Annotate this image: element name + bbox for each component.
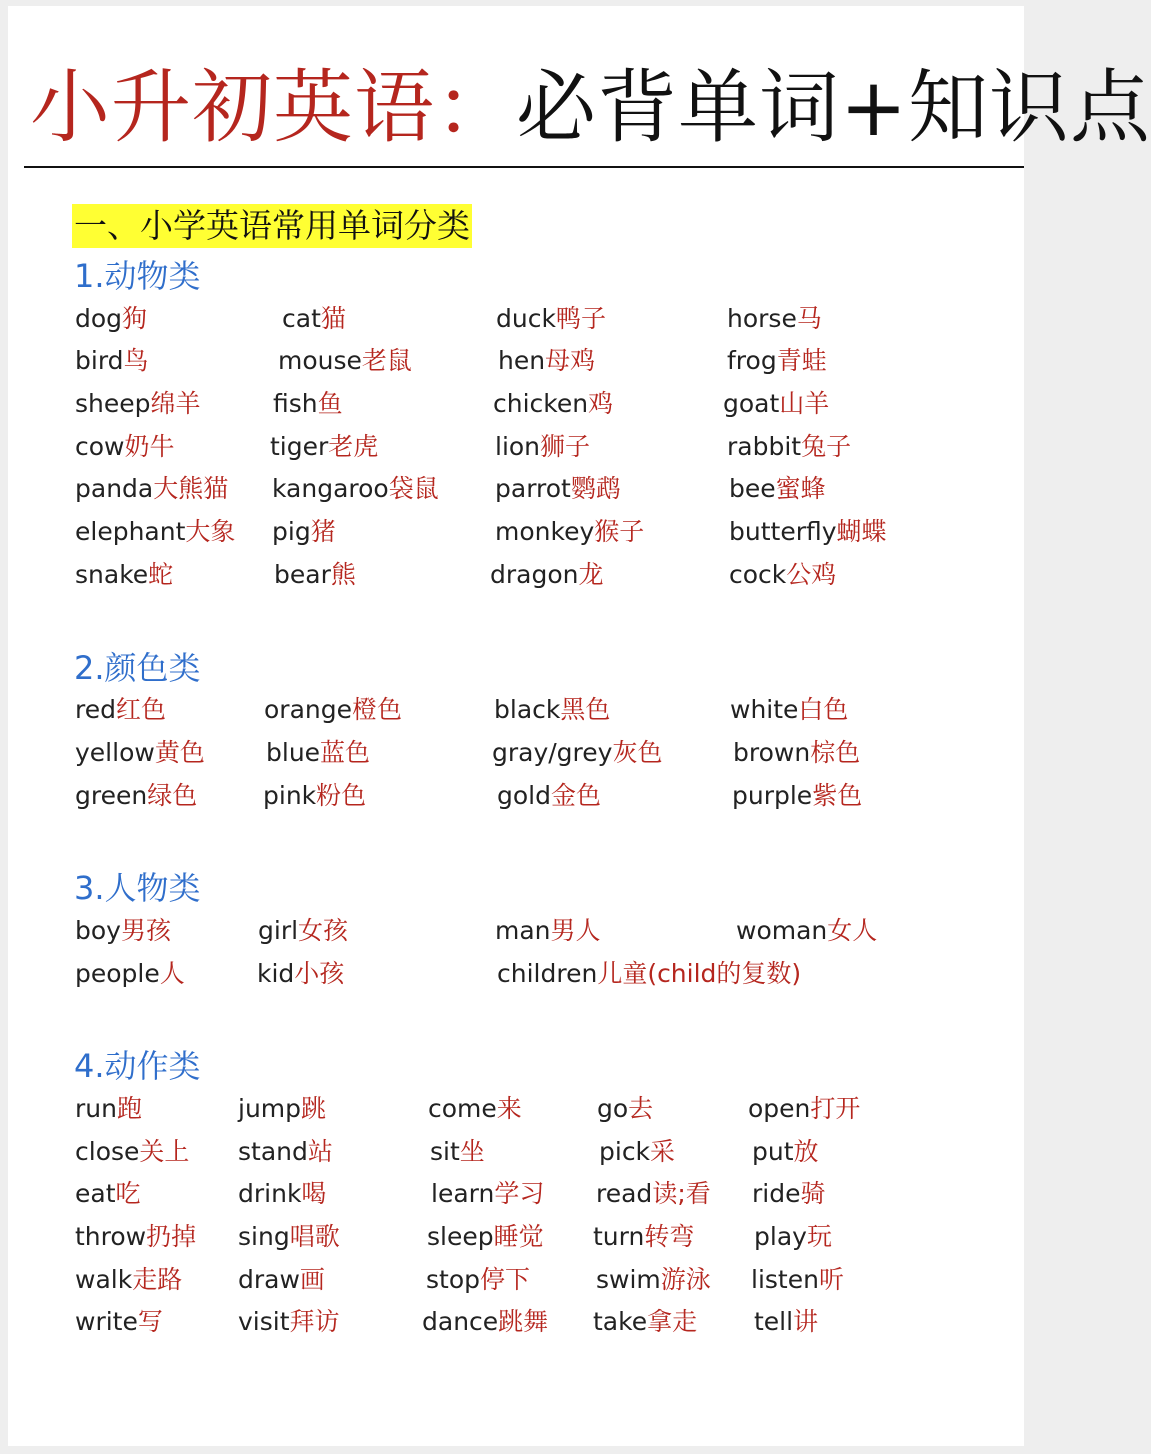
- vocab-english: sleep: [427, 1222, 494, 1251]
- vocab-chinese: 拜访: [289, 1307, 340, 1336]
- vocab-english: people: [75, 959, 160, 988]
- vocab-english: bee: [729, 474, 776, 503]
- vocab-item: [599, 1135, 675, 1169]
- vocab-item: [754, 1220, 832, 1254]
- vocab-chinese: 放: [793, 1137, 819, 1166]
- vocab-english: gray/grey: [492, 738, 613, 767]
- vocab-item: [736, 914, 877, 948]
- vocab-english: cat: [282, 304, 321, 333]
- vocab-chinese: 男人: [550, 916, 601, 945]
- vocab-chinese: 金色: [550, 781, 601, 810]
- vocab-item: [752, 1135, 819, 1169]
- vocab-english: green: [75, 781, 148, 810]
- vocab-item: [257, 957, 344, 991]
- vocab-chinese: 鸡: [588, 389, 614, 418]
- vocab-item: [238, 1220, 340, 1254]
- vocab-english: boy: [75, 916, 121, 945]
- vocab-chinese: 跑: [116, 1094, 142, 1123]
- vocab-item: [593, 1220, 694, 1254]
- vocab-item: [593, 1305, 697, 1339]
- vocab-item: [729, 558, 836, 592]
- vocab-english: dragon: [490, 560, 579, 589]
- vocab-item: [272, 515, 336, 549]
- vocab-item: [596, 1177, 711, 1211]
- vocab-english: close: [75, 1137, 140, 1166]
- vocab-item: [426, 1263, 530, 1297]
- vocab-item: [258, 914, 348, 948]
- vocab-english: come: [428, 1094, 497, 1123]
- vocab-english: blue: [266, 738, 321, 767]
- vocab-item: [493, 387, 613, 421]
- vocab-item: [75, 957, 185, 991]
- vocab-item: [733, 736, 860, 770]
- vocab-english: open: [748, 1094, 811, 1123]
- vocab-english: man: [495, 916, 551, 945]
- vocab-chinese: 鹦鹉: [570, 474, 621, 503]
- vocab-item: [428, 1092, 522, 1126]
- vocab-english: bird: [75, 346, 124, 375]
- vocab-english: kangaroo: [272, 474, 389, 503]
- vocab-item: [729, 472, 826, 506]
- vocab-item: [75, 1220, 196, 1254]
- vocab-chinese: 蜜蜂: [775, 474, 826, 503]
- vocab-item: [75, 1263, 182, 1297]
- vocab-english: learn: [431, 1179, 495, 1208]
- category-title-people: 3.人物类: [74, 869, 201, 907]
- vocab-item: [490, 558, 604, 592]
- vocab-chinese: 紫色: [812, 781, 863, 810]
- vocab-item: [430, 1135, 485, 1169]
- title-main: 必背单词+知识点: [516, 61, 1151, 154]
- vocab-item: [272, 472, 439, 506]
- vocab-item: [751, 1263, 844, 1297]
- vocab-item: [596, 1263, 711, 1297]
- vocab-english: frog: [727, 346, 777, 375]
- vocab-chinese: 听: [818, 1265, 844, 1294]
- vocab-english: sit: [430, 1137, 460, 1166]
- vocab-item: [75, 693, 166, 727]
- vocab-chinese: 熊: [330, 560, 356, 589]
- vocab-english: run: [75, 1094, 117, 1123]
- vocab-chinese: 儿童(child的复数): [597, 959, 802, 988]
- vocab-english: walk: [75, 1265, 133, 1294]
- vocab-item: [75, 515, 235, 549]
- vocab-chinese: 黄色: [154, 738, 205, 767]
- vocab-english: draw: [238, 1265, 300, 1294]
- vocab-english: swim: [596, 1265, 661, 1294]
- vocab-item: [495, 914, 601, 948]
- vocab-english: monkey: [495, 517, 595, 546]
- vocab-item: [497, 779, 601, 813]
- vocab-chinese: 小孩: [294, 959, 345, 988]
- vocab-item: [263, 779, 366, 813]
- vocab-english: black: [494, 695, 561, 724]
- section-heading: 一、小学英语常用单词分类: [72, 204, 472, 248]
- vocab-chinese: 猴子: [594, 517, 645, 546]
- vocab-item: [75, 472, 228, 506]
- vocab-english: sing: [238, 1222, 290, 1251]
- vocab-item: [75, 302, 147, 336]
- vocab-item: [238, 1263, 325, 1297]
- vocab-english: dance: [422, 1307, 499, 1336]
- vocab-chinese: 人: [159, 959, 185, 988]
- vocab-chinese: 吃: [115, 1179, 141, 1208]
- vocab-item: [273, 387, 343, 421]
- vocab-chinese: 狮子: [540, 432, 591, 461]
- vocab-chinese: 鸟: [123, 346, 149, 375]
- vocab-chinese: 打开: [810, 1094, 861, 1123]
- vocab-item: [727, 430, 851, 464]
- vocab-chinese: 青蛙: [776, 346, 827, 375]
- vocab-english: goat: [723, 389, 780, 418]
- vocab-item: [266, 736, 370, 770]
- vocab-english: put: [752, 1137, 794, 1166]
- vocab-item: [732, 779, 862, 813]
- vocab-chinese: 女孩: [298, 916, 349, 945]
- vocab-item: [494, 693, 610, 727]
- vocab-chinese: 粉色: [316, 781, 367, 810]
- vocab-chinese: 男孩: [120, 916, 171, 945]
- vocab-chinese: 公鸡: [786, 560, 837, 589]
- vocab-english: parrot: [495, 474, 571, 503]
- vocab-english: stop: [426, 1265, 480, 1294]
- vocab-english: girl: [258, 916, 299, 945]
- vocab-chinese: 母鸡: [545, 346, 596, 375]
- vocab-chinese: 拿走: [647, 1307, 698, 1336]
- vocab-chinese: 棕色: [810, 738, 861, 767]
- vocab-english: panda: [75, 474, 154, 503]
- vocab-chinese: 蛇: [148, 560, 174, 589]
- vocab-english: listen: [751, 1265, 819, 1294]
- vocab-english: pick: [599, 1137, 651, 1166]
- vocab-chinese: 喝: [301, 1179, 327, 1208]
- vocab-english: pig: [272, 517, 311, 546]
- category-title-animals: 1.动物类: [74, 257, 201, 295]
- vocab-chinese: 画: [299, 1265, 325, 1294]
- vocab-english: butterfly: [729, 517, 837, 546]
- vocab-item: [730, 693, 848, 727]
- vocab-chinese: 跳: [301, 1094, 327, 1123]
- vocab-item: [75, 558, 173, 592]
- vocab-chinese: 玩: [806, 1222, 832, 1251]
- vocab-english: take: [593, 1307, 648, 1336]
- vocab-chinese: 女人: [827, 916, 878, 945]
- vocab-item: [727, 302, 822, 336]
- vocab-chinese: 黑色: [560, 695, 611, 724]
- vocab-english: sheep: [75, 389, 151, 418]
- vocab-chinese: 绿色: [147, 781, 198, 810]
- vocab-item: [75, 1305, 163, 1339]
- vocab-chinese: 鱼: [317, 389, 343, 418]
- vocab-chinese: 猪: [310, 517, 336, 546]
- vocab-english: horse: [727, 304, 797, 333]
- vocab-chinese: 鸭子: [555, 304, 606, 333]
- vocab-english: jump: [238, 1094, 302, 1123]
- vocab-chinese: 橙色: [352, 695, 403, 724]
- vocab-chinese: 转弯: [644, 1222, 695, 1251]
- title-divider: [24, 166, 1024, 168]
- vocab-english: white: [730, 695, 799, 724]
- vocab-chinese: 红色: [115, 695, 166, 724]
- vocab-item: [427, 1220, 544, 1254]
- vocab-chinese: 骑: [800, 1179, 826, 1208]
- vocab-item: [238, 1135, 333, 1169]
- vocab-item: [727, 344, 827, 378]
- vocab-item: [270, 430, 378, 464]
- vocab-chinese: 站: [307, 1137, 333, 1166]
- vocab-item: [754, 1305, 818, 1339]
- vocab-item: [498, 344, 595, 378]
- vocab-english: hen: [498, 346, 546, 375]
- vocab-chinese: 龙: [578, 560, 604, 589]
- vocab-english: eat: [75, 1179, 116, 1208]
- vocab-item: [495, 430, 590, 464]
- vocab-chinese: 跳舞: [498, 1307, 549, 1336]
- vocab-chinese: 猫: [320, 304, 346, 333]
- vocab-english: visit: [238, 1307, 290, 1336]
- vocab-chinese: 来: [496, 1094, 522, 1123]
- vocab-english: purple: [732, 781, 813, 810]
- vocab-chinese: 坐: [459, 1137, 485, 1166]
- vocab-item: [495, 515, 644, 549]
- vocab-english: fish: [273, 389, 318, 418]
- vocab-item: [495, 472, 621, 506]
- vocab-item: [729, 515, 887, 549]
- vocab-english: rabbit: [727, 432, 802, 461]
- vocab-chinese: 老虎: [328, 432, 379, 461]
- vocab-english: cock: [729, 560, 787, 589]
- vocab-chinese: 读;看: [652, 1179, 711, 1208]
- vocab-chinese: 关上: [139, 1137, 190, 1166]
- vocab-english: duck: [496, 304, 556, 333]
- vocab-chinese: 大熊猫: [153, 474, 229, 503]
- vocab-chinese: 白色: [798, 695, 849, 724]
- vocab-english: elephant: [75, 517, 186, 546]
- vocab-item: [238, 1305, 340, 1339]
- vocab-chinese: 老鼠: [361, 346, 412, 375]
- vocab-item: [278, 344, 412, 378]
- vocab-item: [492, 736, 662, 770]
- category-title-colors: 2.颜色类: [74, 649, 201, 687]
- vocab-chinese: 讲: [793, 1307, 819, 1336]
- vocab-item: [597, 1092, 653, 1126]
- vocab-english: pink: [263, 781, 317, 810]
- vocab-chinese: 去: [628, 1094, 654, 1123]
- vocab-chinese: 扔掉: [146, 1222, 197, 1251]
- vocab-item: [75, 736, 205, 770]
- document-title: [30, 58, 1151, 158]
- vocab-chinese: 游泳: [660, 1265, 711, 1294]
- vocab-english: kid: [257, 959, 295, 988]
- vocab-english: write: [75, 1307, 138, 1336]
- vocab-item: [422, 1305, 548, 1339]
- vocab-item: [75, 1135, 189, 1169]
- vocab-chinese: 睡觉: [493, 1222, 544, 1251]
- vocab-english: drink: [238, 1179, 302, 1208]
- vocab-item: [264, 693, 402, 727]
- vocab-english: ride: [752, 1179, 801, 1208]
- vocab-chinese: 山羊: [779, 389, 830, 418]
- vocab-item: [497, 957, 801, 991]
- vocab-english: gold: [497, 781, 551, 810]
- vocab-chinese: 马: [796, 304, 822, 333]
- vocab-english: throw: [75, 1222, 147, 1251]
- vocab-english: go: [597, 1094, 629, 1123]
- vocab-english: orange: [264, 695, 352, 724]
- vocab-item: [496, 302, 606, 336]
- document-page: [8, 6, 1151, 1446]
- vocab-english: snake: [75, 560, 149, 589]
- vocab-chinese: 兔子: [801, 432, 852, 461]
- vocab-chinese: 蓝色: [320, 738, 371, 767]
- vocab-item: [75, 344, 149, 378]
- vocab-item: [75, 1177, 141, 1211]
- vocab-chinese: 灰色: [612, 738, 663, 767]
- title-highlight: 小升初英语：: [30, 61, 516, 154]
- vocab-item: [75, 779, 197, 813]
- vocab-english: red: [75, 695, 116, 724]
- vocab-item: [431, 1177, 544, 1211]
- vocab-chinese: 蝴蝶: [836, 517, 887, 546]
- vocab-english: cow: [75, 432, 125, 461]
- vocab-item: [274, 558, 356, 592]
- vocab-item: [75, 387, 201, 421]
- vocab-chinese: 大象: [185, 517, 236, 546]
- vocab-english: stand: [238, 1137, 308, 1166]
- vocab-item: [723, 387, 829, 421]
- vocab-chinese: 停下: [480, 1265, 531, 1294]
- vocab-english: bear: [274, 560, 331, 589]
- category-title-actions: 4.动作类: [74, 1047, 201, 1085]
- vocab-item: [75, 914, 171, 948]
- vocab-chinese: 奶牛: [124, 432, 175, 461]
- vocab-english: yellow: [75, 738, 155, 767]
- vocab-english: tell: [754, 1307, 794, 1336]
- vocab-item: [238, 1177, 326, 1211]
- vocab-english: woman: [736, 916, 828, 945]
- vocab-chinese: 绵羊: [150, 389, 201, 418]
- vocab-english: brown: [733, 738, 811, 767]
- vocab-english: tiger: [270, 432, 329, 461]
- vocab-english: dog: [75, 304, 123, 333]
- vocab-chinese: 写: [137, 1307, 163, 1336]
- vocab-item: [282, 302, 346, 336]
- vocab-chinese: 走路: [132, 1265, 183, 1294]
- vocab-item: [75, 430, 175, 464]
- vocab-english: chicken: [493, 389, 589, 418]
- vocab-chinese: 袋鼠: [388, 474, 439, 503]
- vocab-item: [238, 1092, 326, 1126]
- vocab-item: [752, 1177, 826, 1211]
- vocab-item: [75, 1092, 142, 1126]
- vocab-english: turn: [593, 1222, 645, 1251]
- vocab-chinese: 学习: [494, 1179, 545, 1208]
- vocab-item: [748, 1092, 860, 1126]
- vocab-english: mouse: [278, 346, 362, 375]
- vocab-chinese: 狗: [122, 304, 148, 333]
- vocab-chinese: 唱歌: [289, 1222, 340, 1251]
- vocab-english: play: [754, 1222, 807, 1251]
- vocab-chinese: 采: [650, 1137, 676, 1166]
- vocab-english: lion: [495, 432, 541, 461]
- vocab-english: children: [497, 959, 598, 988]
- vocab-english: read: [596, 1179, 653, 1208]
